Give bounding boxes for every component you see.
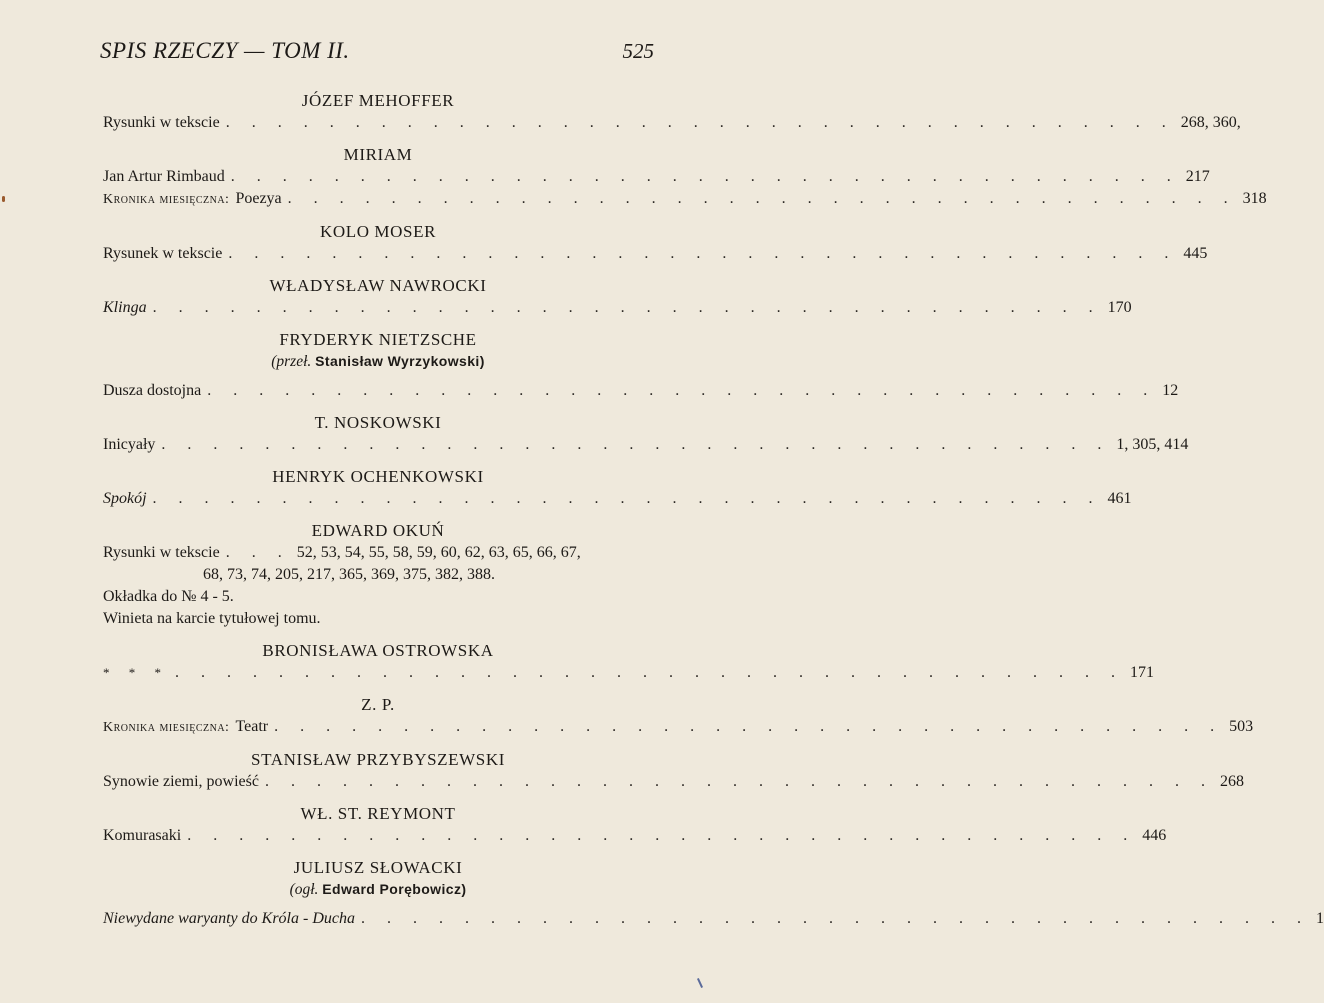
dot-leader: . . . . . . . . . . . . . . . . . . . . . . . . . . . . . . . . . . . . . [287, 190, 1237, 207]
entry-pages: 170 [1107, 299, 1132, 316]
translator-line [103, 879, 653, 900]
author-block [103, 86, 1241, 134]
author-name: EDWARD OKUŃ [311, 521, 445, 540]
author-block [103, 462, 1132, 510]
translator-line [103, 351, 653, 372]
entry-pages: 52, 53, 54, 55, 58, 59, 60, 62, 63, 65, 66, 67, [296, 544, 581, 561]
dot-leader: . . . . . . . . . . . . . . . . . . . . . . . . . . . . . . . . . . . . . [264, 773, 1214, 790]
toc-entry [103, 488, 1132, 510]
author-block [103, 516, 653, 630]
author-name: WŁ. ST. REYMONT [300, 804, 456, 823]
toc-entry [103, 542, 653, 564]
page-header [100, 38, 654, 72]
author-block [103, 271, 1132, 319]
toc-entry [103, 771, 1244, 793]
toc-entry [103, 112, 1241, 134]
toc-entry [103, 434, 1189, 456]
running-title: SPIS RZECZY — TOM II. [100, 38, 350, 63]
entry-title: Niewydane waryanty do Króla - Ducha [103, 910, 355, 927]
entry-title: Poezya [235, 190, 282, 207]
author-block [103, 636, 1154, 684]
translator-role: (przeł. [271, 353, 312, 370]
toc-entry [103, 716, 1254, 739]
entry-title: Inicyały [103, 436, 156, 453]
translator-name: Edward Porębowicz) [322, 881, 467, 897]
entry-pages: 171 [1130, 664, 1154, 681]
dot-leader: . . . . . . . . . . . . . . . . . . . . . . . . . . . . . . . . . . . . . [152, 490, 1102, 507]
toc-entry [103, 908, 1324, 930]
translator-role: (ogł. [289, 881, 319, 898]
author-name: Z. P. [361, 695, 395, 714]
entry-title: Jan Artur Rimbaud [103, 168, 225, 185]
author-name: KOLO MOSER [319, 222, 437, 241]
author-block [103, 408, 1189, 456]
author-block [103, 140, 1267, 211]
entry-pages: 318 [1242, 190, 1267, 207]
entry-pages: 12 [1162, 382, 1179, 399]
toc-entry [103, 166, 1210, 188]
dot-leader: . . . . . . . . . . . . . . . . . . . . . . . . . . . . . . . . . . . . . [161, 436, 1111, 453]
dot-leader: . . . . . . . . . . . . . . . . . . . . . . . . . . . . . . . . . . . . . [207, 382, 1157, 399]
dot-leader: . . . . . . . . . . . . . . . . . . . . . . . . . . . . . . . . . . . . . [228, 245, 1178, 262]
entry-pages: 268 [1219, 773, 1244, 790]
toc-entry [103, 380, 1179, 402]
note-line: Winieta na karcie tytułowej tomu. [103, 610, 321, 627]
entry-title: Rysunki w tekscie [103, 114, 220, 131]
author-name: JÓZEF MEHOFFER [301, 91, 455, 110]
table-of-contents [103, 86, 1324, 936]
author-name: WŁADYSŁAW NAWROCKI [269, 276, 487, 295]
author-block [103, 325, 1179, 402]
toc-entry [103, 243, 1208, 265]
author-name: MIRIAM [343, 145, 413, 164]
entry-pages: 445 [1183, 245, 1208, 262]
author-name: JULIUSZ SŁOWACKI [293, 858, 463, 877]
page-number: 525 [622, 39, 654, 63]
entry-title: Rysunek w tekscie [103, 245, 223, 262]
pages-continuation: 68, 73, 74, 205, 217, 365, 369, 375, 382, 388. [203, 566, 495, 583]
author-block [103, 690, 1254, 739]
author-block [103, 853, 1324, 930]
translator-name: Stanisław Wyrzykowski) [315, 353, 485, 369]
entry-title: Synowie ziemi, powieść [103, 773, 259, 790]
entry-title: Teatr [235, 718, 269, 735]
section-label: Kronika miesięczna: [103, 720, 230, 735]
entry-pages: 446 [1142, 827, 1167, 844]
author-name: BRONISŁAWA OSTROWSKA [262, 641, 494, 660]
entry-title: * * * [103, 665, 169, 680]
note-line: Okładka do № 4 - 5. [103, 588, 234, 605]
dot-leader: . . . . . . . . . . . . . . . . . . . . . . . . . . . . . . . . . . . . . [274, 718, 1224, 735]
dot-leader: . . . . . . . . . . . . . . . . . . . . . . . . . . . . . . . . . . . . . [152, 299, 1102, 316]
dot-leader: . . . . . . . . . . . . . . . . . . . . . . . . . . . . . . . . . . . . . [225, 114, 1175, 131]
author-block [103, 745, 1244, 793]
entry-title: Rysunki w tekscie [103, 544, 220, 561]
author-block [103, 217, 1208, 265]
toc-entry [103, 188, 1267, 211]
author-name: FRYDERYK NIETZSCHE [279, 330, 477, 349]
entry-pages: 1 [1315, 910, 1324, 927]
entry-title: Dusza dostojna [103, 382, 202, 399]
dot-leader: . . . . . . . . . . . . . . . . . . . . . . . . . . . . . . . . . . . . . [175, 664, 1124, 681]
entry-title: Spokój [103, 490, 147, 507]
entry-pages: 217 [1185, 168, 1210, 185]
entry-pages: 268, 360, [1180, 114, 1241, 131]
author-name: T. NOSKOWSKI [314, 413, 442, 432]
toc-entry [103, 297, 1132, 319]
section-label: Kronika miesięczna: [103, 192, 230, 207]
entry-pages: 503 [1229, 718, 1254, 735]
dot-leader: . . . . . . . . . . . . . . . . . . . . . . . . . . . . . . . . . . . . . [360, 910, 1310, 927]
dot-leader: . . . [225, 544, 291, 561]
entry-title: Komurasaki [103, 827, 182, 844]
paper-stain [2, 196, 5, 202]
dot-leader: . . . . . . . . . . . . . . . . . . . . . . . . . . . . . . . . . . . . . [187, 827, 1137, 844]
paper-stain [697, 978, 703, 988]
author-name: STANISŁAW PRZYBYSZEWSKI [251, 750, 505, 769]
author-block [103, 799, 1167, 847]
toc-entry [103, 662, 1154, 684]
dot-leader: . . . . . . . . . . . . . . . . . . . . . . . . . . . . . . . . . . . . . [230, 168, 1180, 185]
author-name: HENRYK OCHENKOWSKI [272, 467, 484, 486]
entry-title: Klinga [103, 299, 147, 316]
entry-pages: 461 [1107, 490, 1132, 507]
toc-entry [103, 825, 1167, 847]
entry-pages: 1, 305, 414 [1116, 436, 1189, 453]
